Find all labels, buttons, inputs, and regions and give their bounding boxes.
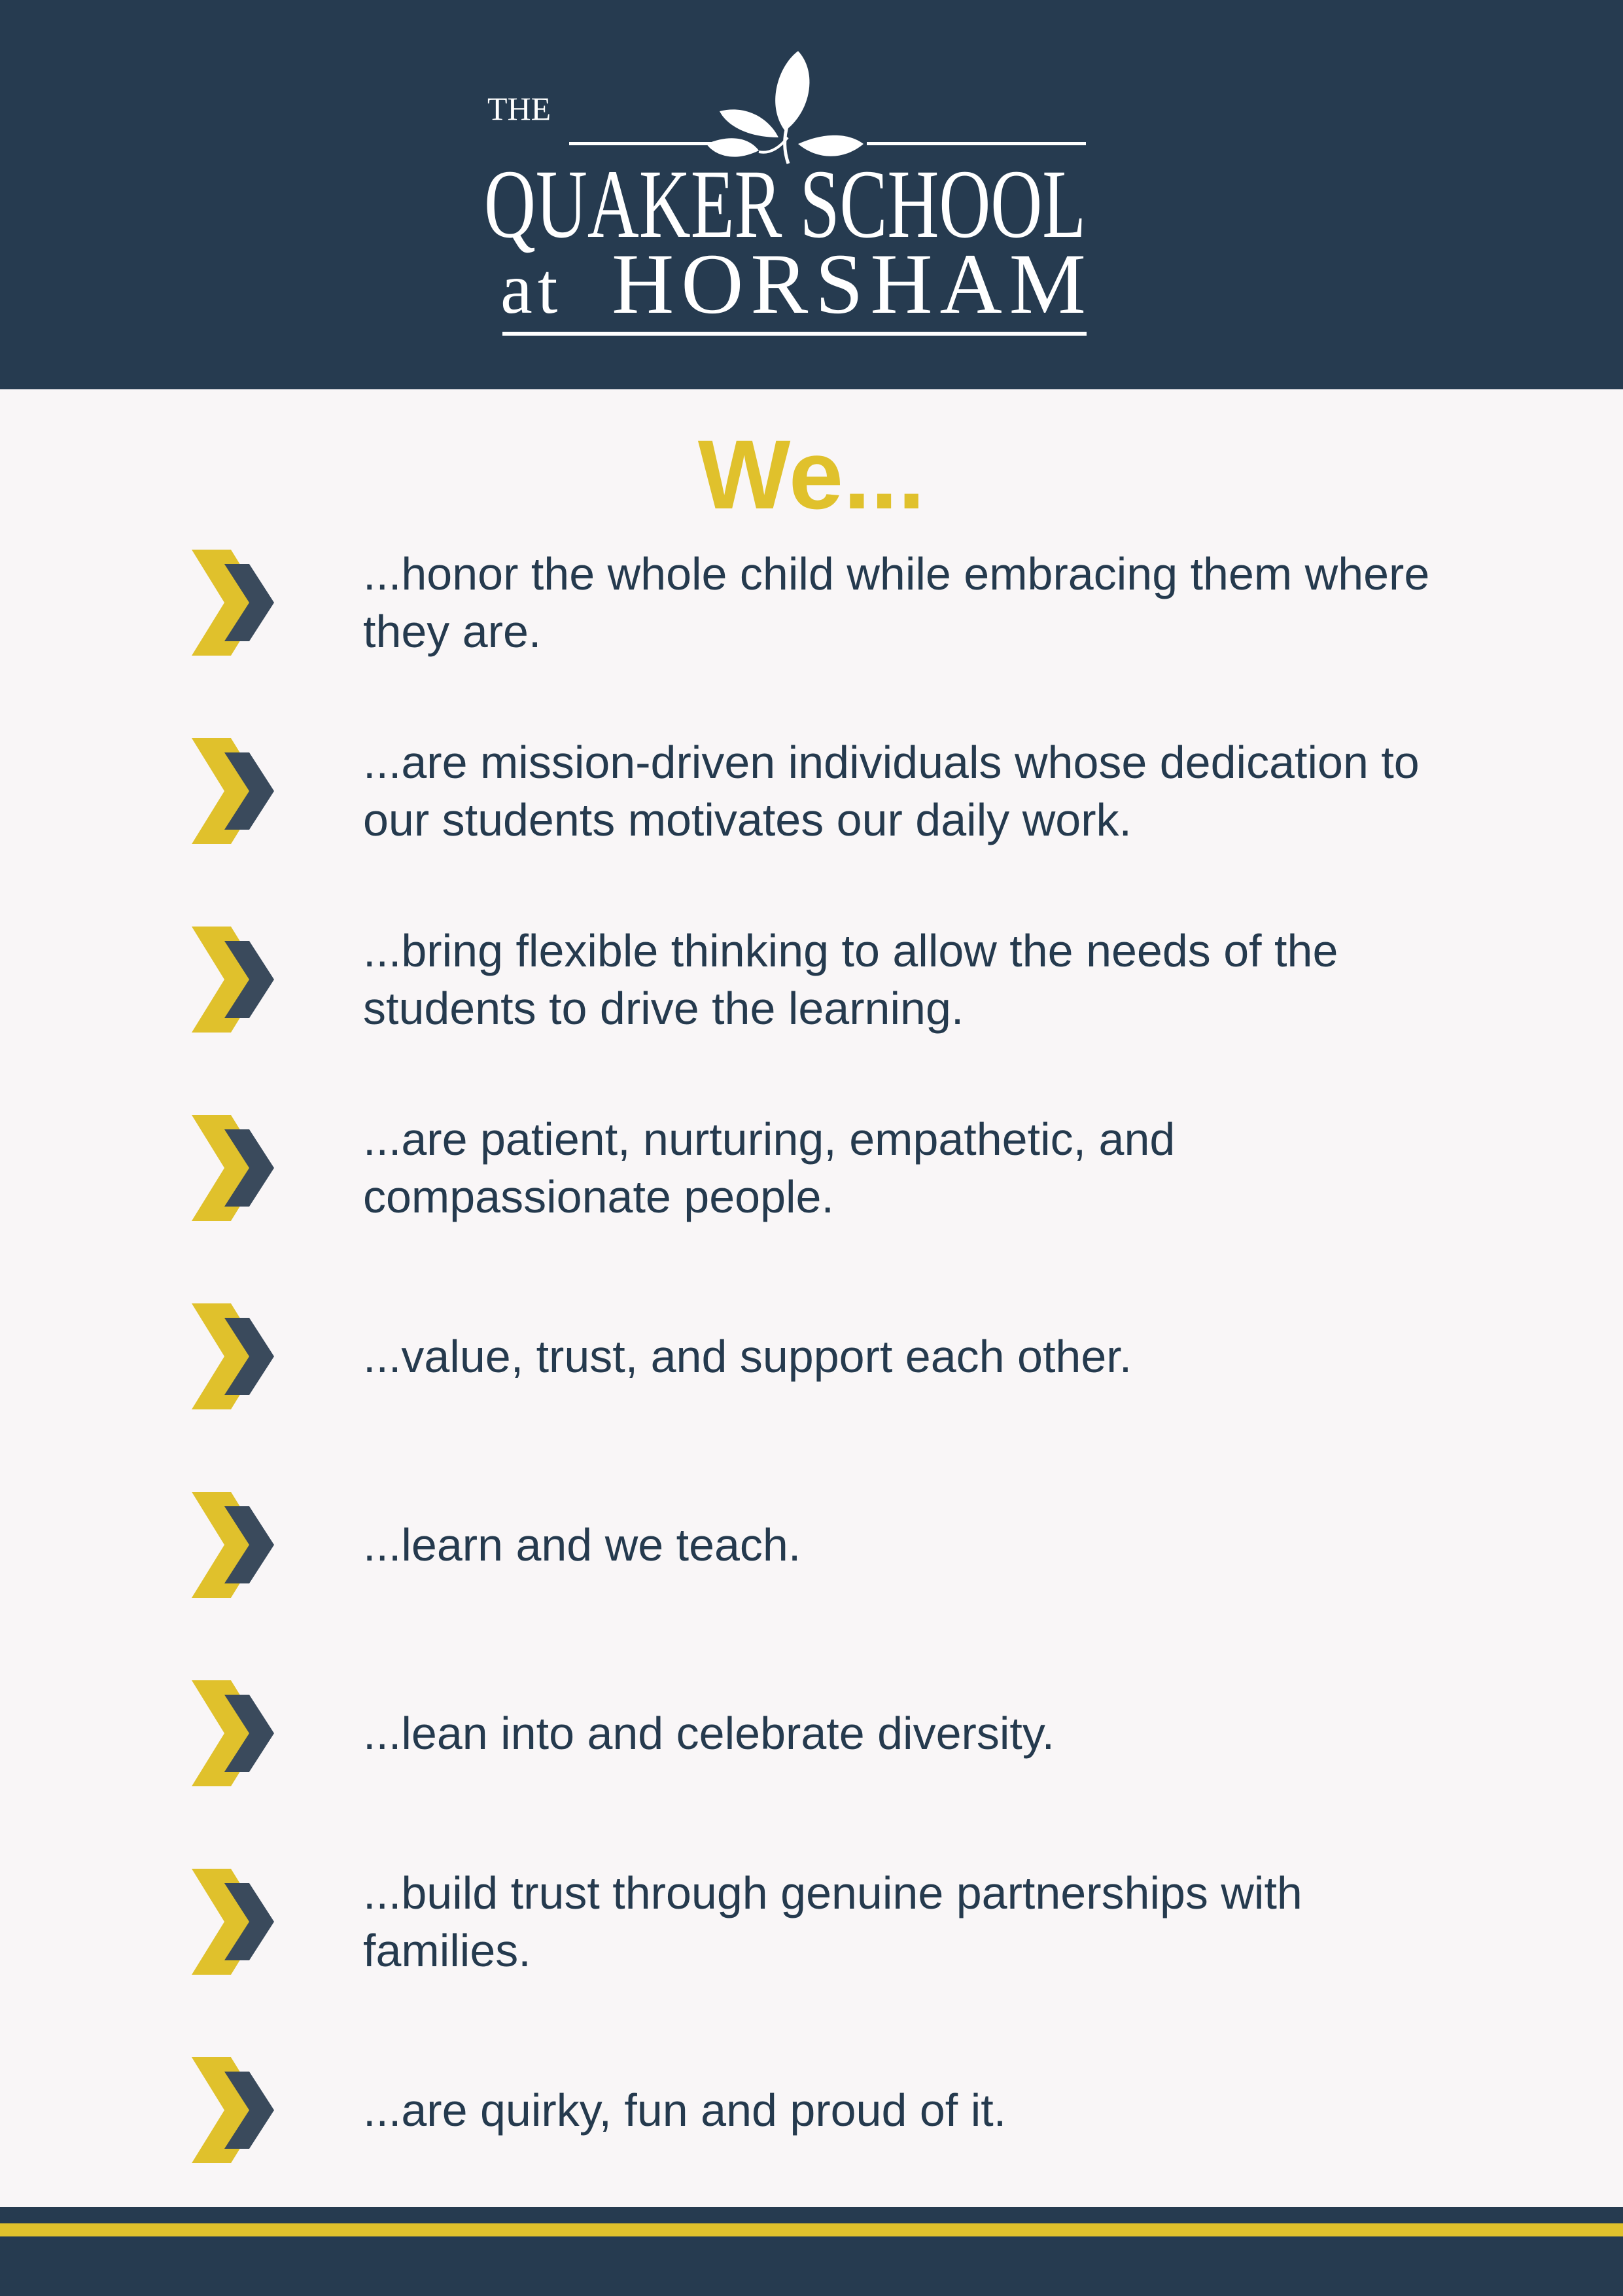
list-item-text: ...honor the whole child while embracing them where they are. bbox=[363, 548, 1430, 657]
double-chevron-right-icon bbox=[192, 1303, 277, 1409]
list-item-text: ...are quirky, fun and proud of it. bbox=[363, 2085, 1007, 2136]
double-chevron-right-icon bbox=[192, 2057, 277, 2163]
logo-at: at bbox=[500, 249, 563, 328]
header-banner bbox=[0, 0, 1623, 389]
list-item bbox=[0, 2057, 1623, 2163]
double-chevron-right-icon bbox=[192, 1869, 277, 1975]
double-chevron-right-icon bbox=[192, 550, 277, 656]
school-logo-graphic bbox=[471, 39, 1151, 353]
list-item bbox=[0, 1869, 1623, 1975]
list-item bbox=[0, 1492, 1623, 1598]
list-item bbox=[0, 1680, 1623, 1786]
double-chevron-right-icon bbox=[192, 927, 277, 1033]
double-chevron-right-icon bbox=[192, 1115, 277, 1221]
list-item-text: ...are mission-driven individuals whose dedication to our students motivates our daily work. bbox=[363, 737, 1420, 845]
list-item bbox=[0, 738, 1623, 844]
list-item bbox=[0, 1303, 1623, 1409]
list-item bbox=[0, 550, 1623, 656]
double-chevron-right-icon bbox=[192, 1492, 277, 1598]
footer-gold-stripe bbox=[0, 2223, 1623, 2236]
logo-place-name: HORSHAM bbox=[612, 236, 1086, 332]
logo-the: THE bbox=[487, 90, 551, 127]
logo-main-name: QUAKER SCHOOL bbox=[484, 150, 1086, 258]
school-logo bbox=[471, 39, 1151, 353]
list-item-text: ...lean into and celebrate diversity. bbox=[363, 1708, 1055, 1759]
list-item-text: ...value, trust, and support each other. bbox=[363, 1331, 1132, 1382]
list-item-text: ...are patient, nurturing, empathetic, and compassionate people. bbox=[363, 1114, 1176, 1222]
list-item-text: ...bring flexible thinking to allow the needs of the students to drive the learning. bbox=[363, 925, 1338, 1034]
footer-band bbox=[0, 2207, 1623, 2296]
leaf-sprig-icon bbox=[707, 51, 864, 164]
list-item-text: ...build trust through genuine partnerships with families. bbox=[363, 1867, 1302, 1976]
list-item bbox=[0, 1115, 1623, 1221]
page-heading: We... bbox=[697, 419, 926, 529]
double-chevron-right-icon bbox=[192, 738, 277, 844]
list-item bbox=[0, 927, 1623, 1033]
list-item-text: ...learn and we teach. bbox=[363, 1519, 801, 1570]
double-chevron-right-icon bbox=[192, 1680, 277, 1786]
